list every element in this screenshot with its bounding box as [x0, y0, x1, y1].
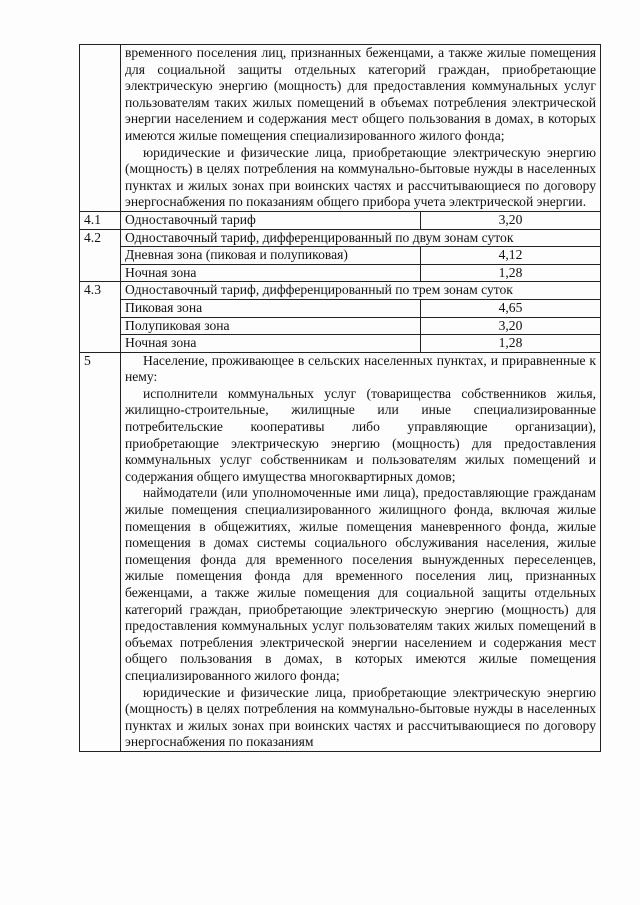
table-row [80, 264, 601, 282]
tariff-value: 3,20 [421, 211, 601, 229]
row-number: 4.1 [80, 211, 121, 229]
zone-label: Дневная зона (пиковая и полупиковая) [121, 247, 421, 265]
zone-label: Пиковая зона [121, 299, 421, 317]
tariff-label: Одноставочный тариф [121, 211, 421, 229]
zone-value: 4,65 [421, 299, 601, 317]
paragraph: временного поселения лиц, признанных беженцами, а также жилые помещения для социальной защиты отдельных категорий граждан, приобретающие электрическую энергию (мощность) для предоставления коммунальных услуг пользователям таких жилых помещений в объемах потребления электрической энергии населением и содержания мест общего пользования в домах, в которых имеются жилые помещения специализированного жилого фонда; [125, 45, 597, 143]
tariff-table [79, 44, 601, 752]
zone-label: Ночная зона [121, 264, 421, 282]
zone-value: 4,12 [421, 247, 601, 265]
table-row [80, 335, 601, 353]
table-row [80, 317, 601, 335]
table-row [80, 211, 601, 229]
table-row [80, 299, 601, 317]
table-row [80, 247, 601, 265]
row-number: 4.2 [80, 229, 121, 282]
zone-value: 1,28 [421, 264, 601, 282]
zone-value: 1,28 [421, 335, 601, 353]
row-number [80, 45, 121, 212]
paragraph: юридические и физические лица, приобретающие электрическую энергию (мощность) в целях потребления на коммунально-бытовые нужды в населенных пунктах и жилых зонах при воинских частях и рассчитывающиеся по договору энергоснабжения по показаниям [125, 684, 597, 750]
paragraph: наймодатели (или уполномоченные ими лица), предоставляющие гражданам жилые помещения специализированного жилищного фонда, включая жилые помещения в общежитиях, жилые помещения маневренного фонда, жилые помещения в домах системы социального обслуживания населения, жилые помещения фонда для временного поселения вынужденных переселенцев, жилые помещения фонда для временного поселения лиц, признанных беженцами, а также жилые помещения для социальной защиты отдельных категорий граждан, приобретающие электрическую энергию (мощность) для предоставления коммунальных услуг пользователям таких жилых помещений в объемах потребления электрической энергии населением и содержания мест общего пользования в домах, в которых имеются жилые помещения специализированного жилого фонда; [125, 485, 597, 683]
tariff-label: Одноставочный тариф, дифференцированный по трем зонам суток [121, 282, 601, 300]
row-number: 5 [80, 352, 121, 751]
tariff-label: Одноставочный тариф, дифференцированный по двум зонам суток [121, 229, 601, 247]
paragraph: исполнители коммунальных услуг (товарищества собственников жилья, жилищно-строительные, жилищные или иные специализированные потребительские кооперативы либо управляющие организации), приобретающие электрическую энергию (мощность) для предоставления коммунальных услуг собственникам и пользователям жилых помещений и содержания общего имущества многоквартирных домов; [125, 385, 597, 484]
zone-label: Ночная зона [121, 335, 421, 353]
paragraph: Население, проживающее в сельских населенных пунктах, и приравненные к нему: [125, 352, 597, 385]
row-number: 4.3 [80, 282, 121, 352]
table-row [80, 352, 601, 751]
zone-value: 3,20 [421, 317, 601, 335]
table-row [80, 282, 601, 300]
zone-label: Полупиковая зона [121, 317, 421, 335]
paragraph: юридические и физические лица, приобретающие электрическую энергию (мощность) в целях потребления на коммунально-бытовые нужды в населенных пунктах и жилых зонах при воинских частях и рассчитывающиеся по договору энергоснабжения по показаниям общего прибора учета электрической энергии. [125, 144, 597, 210]
table-row [80, 45, 601, 212]
row-description [121, 352, 601, 751]
table-row [80, 229, 601, 247]
row-description [121, 45, 601, 212]
